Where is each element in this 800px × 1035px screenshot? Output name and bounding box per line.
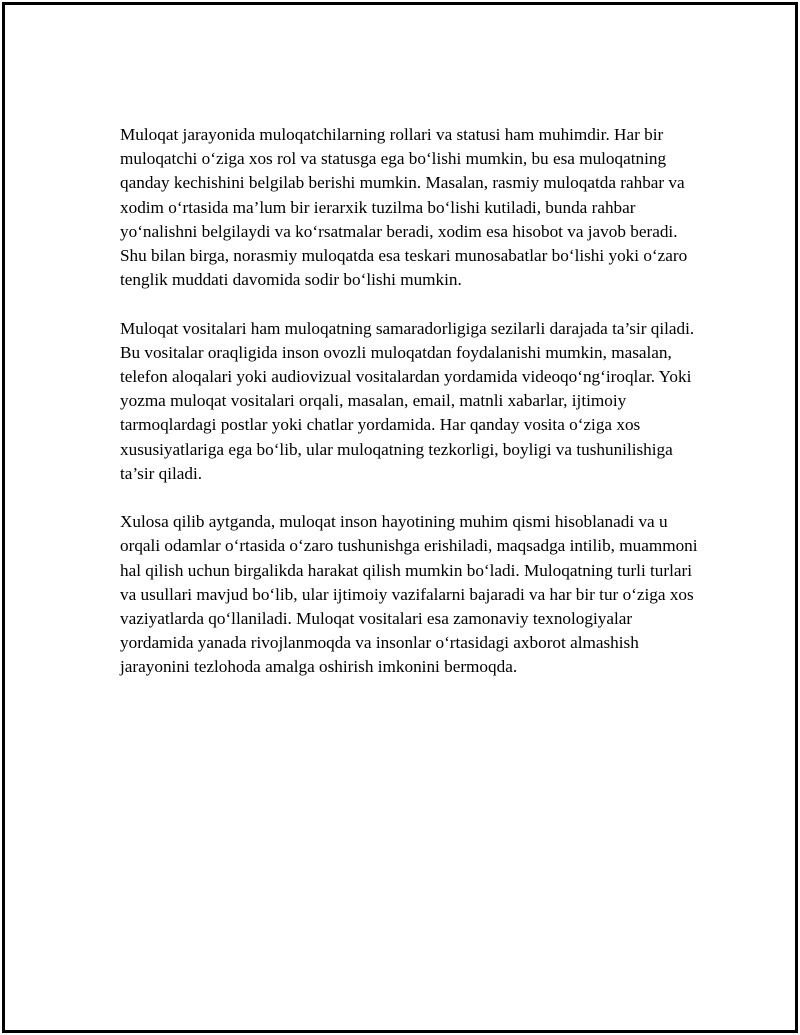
document-page [2, 2, 798, 1033]
paragraph-conclusion: Xulosa qilib aytganda, muloqat inson hayotining muhim qismi hisoblanadi va u orqali odamlar o‘rtasida o‘zaro tushunishga erishiladi, maqsadga intilib, muammoni hal qilish uchun birgalikda harakat qilish mumkin bo‘ladi. Muloqatning turli turlari va usullari mavjud bo‘lib, ular ijtimoiy vazifalarni bajaradi va har bir tur o‘ziga xos vaziyatlarda qo‘llaniladi. Muloqat vositalari esa zamonaviy texnologiyalar yordamida yanada rivojlanmoqda va insonlar o‘rtasidagi axborot almashish jarayonini tezlohoda amalga oshirish imkonini bermoqda. [120, 512, 698, 677]
document-body [120, 123, 700, 704]
paragraph-communication-tools: Muloqat vositalari ham muloqatning samaradorligiga sezilarli darajada ta’sir qiladi. Bu vositalar oraqligida inson ovozli muloqatdan foydalanishi mumkin, masalan, telefon aloqalari yoki audiovizual vositalardan yordamida videoqo‘ng‘iroqlar. Yoki yozma muloqat vositalari orqali, masalan, email, matnli xabarlar, ijtimoiy tarmoqlardagi postlar yoki chatlar yordamida. Har qanday vosita o‘ziga xos xususiyatlariga ega bo‘lib, ular muloqatning tezkorligi, boyligi va tushunilishiga ta’sir qiladi. [120, 318, 695, 483]
paragraph-roles-status: Muloqat jarayonida muloqatchilarning rollari va statusi ham muhimdir. Har bir muloqatchi o‘ziga xos rol va statusga ega bo‘lishi mumkin, bu esa muloqatning qanday kechishini belgilab berishi mumkin. Masalan, rasmiy muloqatda rahbar va xodim o‘rtasida ma’lum bir ierarxik tuzilma bo‘lishi kutiladi, bunda rahbar yo‘nalishni belgilaydi va ko‘rsatmalar beradi, xodim esa hisobot va javob beradi. Shu bilan birga, norasmiy muloqatda esa teskari munosabatlar bo‘lishi yoki o‘zaro tenglik muddati davomida sodir bo‘lishi mumkin. [120, 125, 688, 290]
